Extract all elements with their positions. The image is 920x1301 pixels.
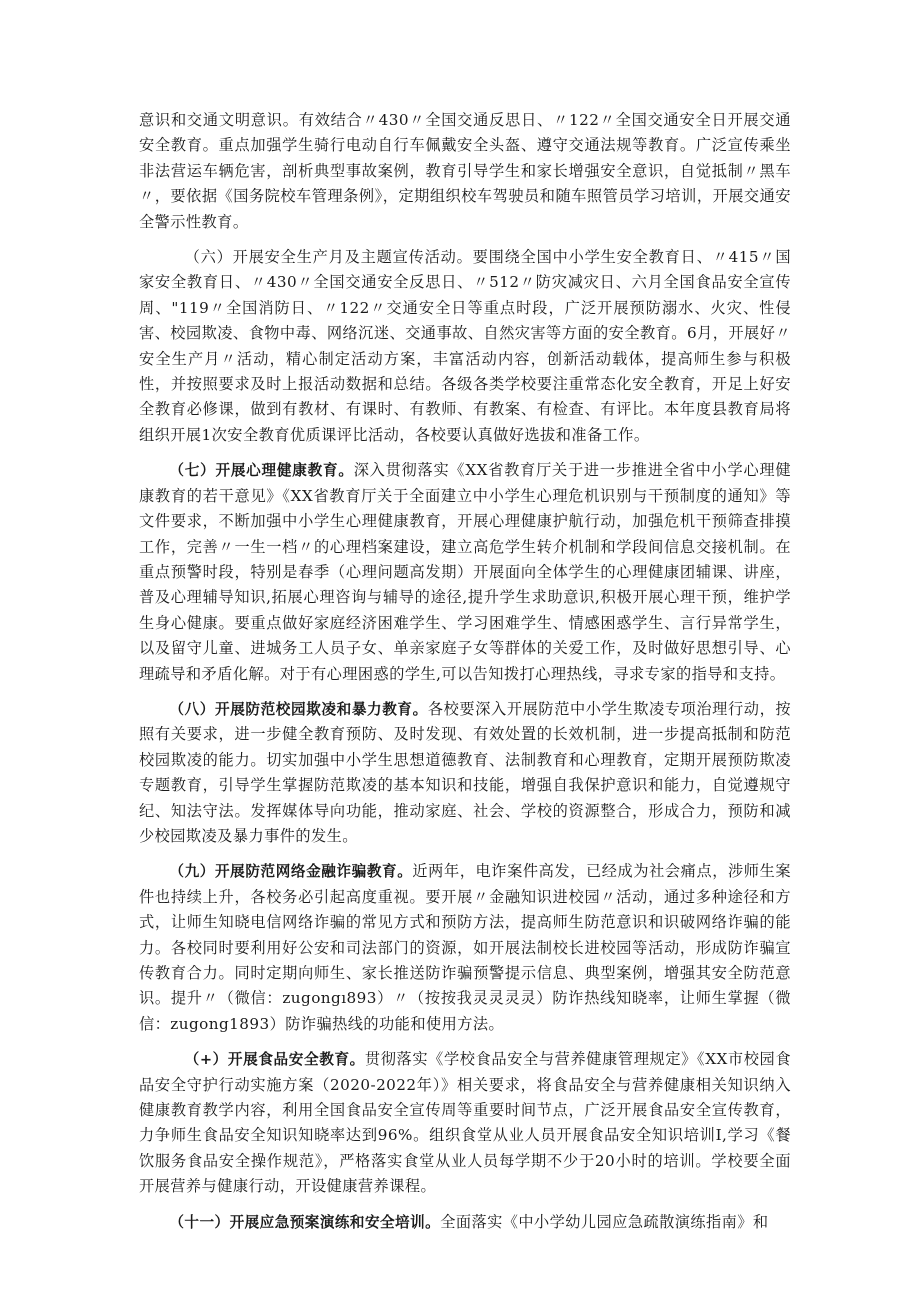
paragraph-text: 深入贯彻落实《XX省教育厅关于进一步推进全省中小学心理健康教育的若干意见》《XX省教育厅关于全面建立中小学生心理危机识别与干预制度的通知》等文件要求，不断加强中小学生心理健康教育，开展心理健康护航行动，加强危机干预筛查排摸工作，完善〃一生一档〃的心理档案建设，建立高危学生转介机制和学段间信息交接机制。在重点预警时段，特别是春季（心理问题高发期）开展面向全体学生的心理健康团辅课、讲座，普及心理辅导知识,拓展心理咨询与辅导的途径,提升学生求助意识,积极开展心理干预，维护学生身心健康。要重点做好家庭经济困难学生、学习困难学生、情感困惑学生、言行异常学生，以及留守儿童、进城务工人员子女、单亲家庭子女等群体的关爱工作，及时做好思想引导、心理疏导和矛盾化解。对于有心理困惑的学生,可以告知拨打心理热线，寻求专家的指导和支持。 [139, 461, 791, 683]
paragraph-heading: （+）开展食品安全教育。 [184, 1051, 365, 1069]
paragraph-text: 意识和交通文明意识。有效结合〃430〃全国交通反思日、〃122〃全国交通安全日开展交通安全教育。重点加强学生骑行电动自行车佩戴安全头盔、遵守交通法规等教育。广泛宣传乘坐非法营运车辆危害，剖析典型事故案例，教育引导学生和家长增强安全意识，自觉抵制〃黑车〃，要依据《国务院校车管理条例》，定期组织校车驾驶员和随车照管员学习培训，开展交通安全警示性教育。 [139, 111, 791, 231]
paragraph-safety-month [139, 245, 791, 448]
paragraph-anti-fraud [139, 859, 791, 1037]
paragraph-text: （六）开展安全生产月及主题宣传活动。要围绕全国中小学生安全教育日、〃415〃国家安全教育日、〃430〃全国交通安全反思日、〃512〃防灾减灾日、六月全国食品安全宣传周、"119〃全国消防日、〃122〃交通安全日等重点时段，广泛开展预防溺水、火灾、性侵害、校园欺凌、食物中毒、网络沉迷、交通事故、自然灾害等方面的安全教育。6月，开展好〃安全生产月〃活动，精心制定活动方案，丰富活动内容，创新活动载体，提高师生参与积极性，并按照要求及时上报活动数据和总结。各级各类学校要注重常态化安全教育，开足上好安全教育必修课，做到有教材、有课时、有教师、有教案、有检查、有评比。本年度县教育局将组织开展1次安全教育优质课评比活动，各校要认真做好选拔和准备工作。 [139, 248, 791, 444]
paragraph-traffic-continued [139, 108, 791, 235]
paragraph-text: 贯彻落实《学校食品安全与营养健康管理规定》《XX市校园食品安全守护行动实施方案（2020-2022年）》相关要求，将食品安全与营养健康相关知识纳入健康教育教学内容，利用全国食品安全宣传周等重要时间节点，广泛开展食品安全宣传教育，力争师生食品安全知识知晓率达到96%。组织食堂从业人员开展食品安全知识培训I,学习《餐饮服务食品安全操作规范》，严格落实食堂从业人员每学期不少于20小时的培训。学校要全面开展营养与健康行动，开设健康营养课程。 [139, 1050, 791, 1196]
paragraph-heading: （七）开展心理健康教育。 [169, 462, 354, 480]
paragraph-text: 各校要深入开展防范中小学生欺凌专项治理行动，按照有关要求，进一步健全教育预防、及时发现、有效处置的长效机制，进一步提高抵制和防范校园欺凌的能力。切实加强中小学生思想道德教育、法制教育和心理教育，定期开展预防欺凌专题教育，引导学生掌握防范欺凌的基本知识和技能，增强自我保护意识和能力，自觉遵规守纪、知法守法。发挥媒体导向功能，推动家庭、社会、学校的资源整合，形成合力，预防和减少校园欺凌及暴力事件的发生。 [139, 699, 791, 845]
paragraph-emergency-drill [139, 1210, 791, 1235]
document-page [139, 108, 791, 1245]
paragraph-mental-health [139, 458, 791, 687]
paragraph-heading: （十一）开展应急预案演练和安全培训。 [169, 1213, 441, 1231]
paragraph-heading: （九）开展防范网络金融诈骗教育。 [169, 863, 413, 881]
paragraph-anti-bullying [139, 697, 791, 849]
paragraph-text: 近两年，电诈案件高发，已经成为社会痛点，涉师生案件也持续上升，各校务必引起高度重视。要开展〃金融知识进校园〃活动，通过多种途径和方式，让师生知晓电信网络诈骗的常见方式和预防方法，提高师生防范意识和识破网络诈骗的能力。各校同时要利用好公安和司法部门的资源，如开展法制校长进校园等活动，形成防诈骗宣传教育合力。同时定期向师生、家长推送防诈骗预警提示信息、典型案例，增强其安全防范意识。提升〃（微信：zugongı893）〃（按按我灵灵灵灵）防诈热线知晓率，让师生掌握（微信：zugong1893）防诈骗热线的功能和使用方法。 [139, 862, 791, 1033]
paragraph-food-safety [139, 1047, 791, 1199]
paragraph-text: 全面落实《中小学幼儿园应急疏散演练指南》和 [440, 1212, 769, 1231]
paragraph-heading: （八）开展防范校园欺凌和暴力教育。 [169, 700, 428, 718]
